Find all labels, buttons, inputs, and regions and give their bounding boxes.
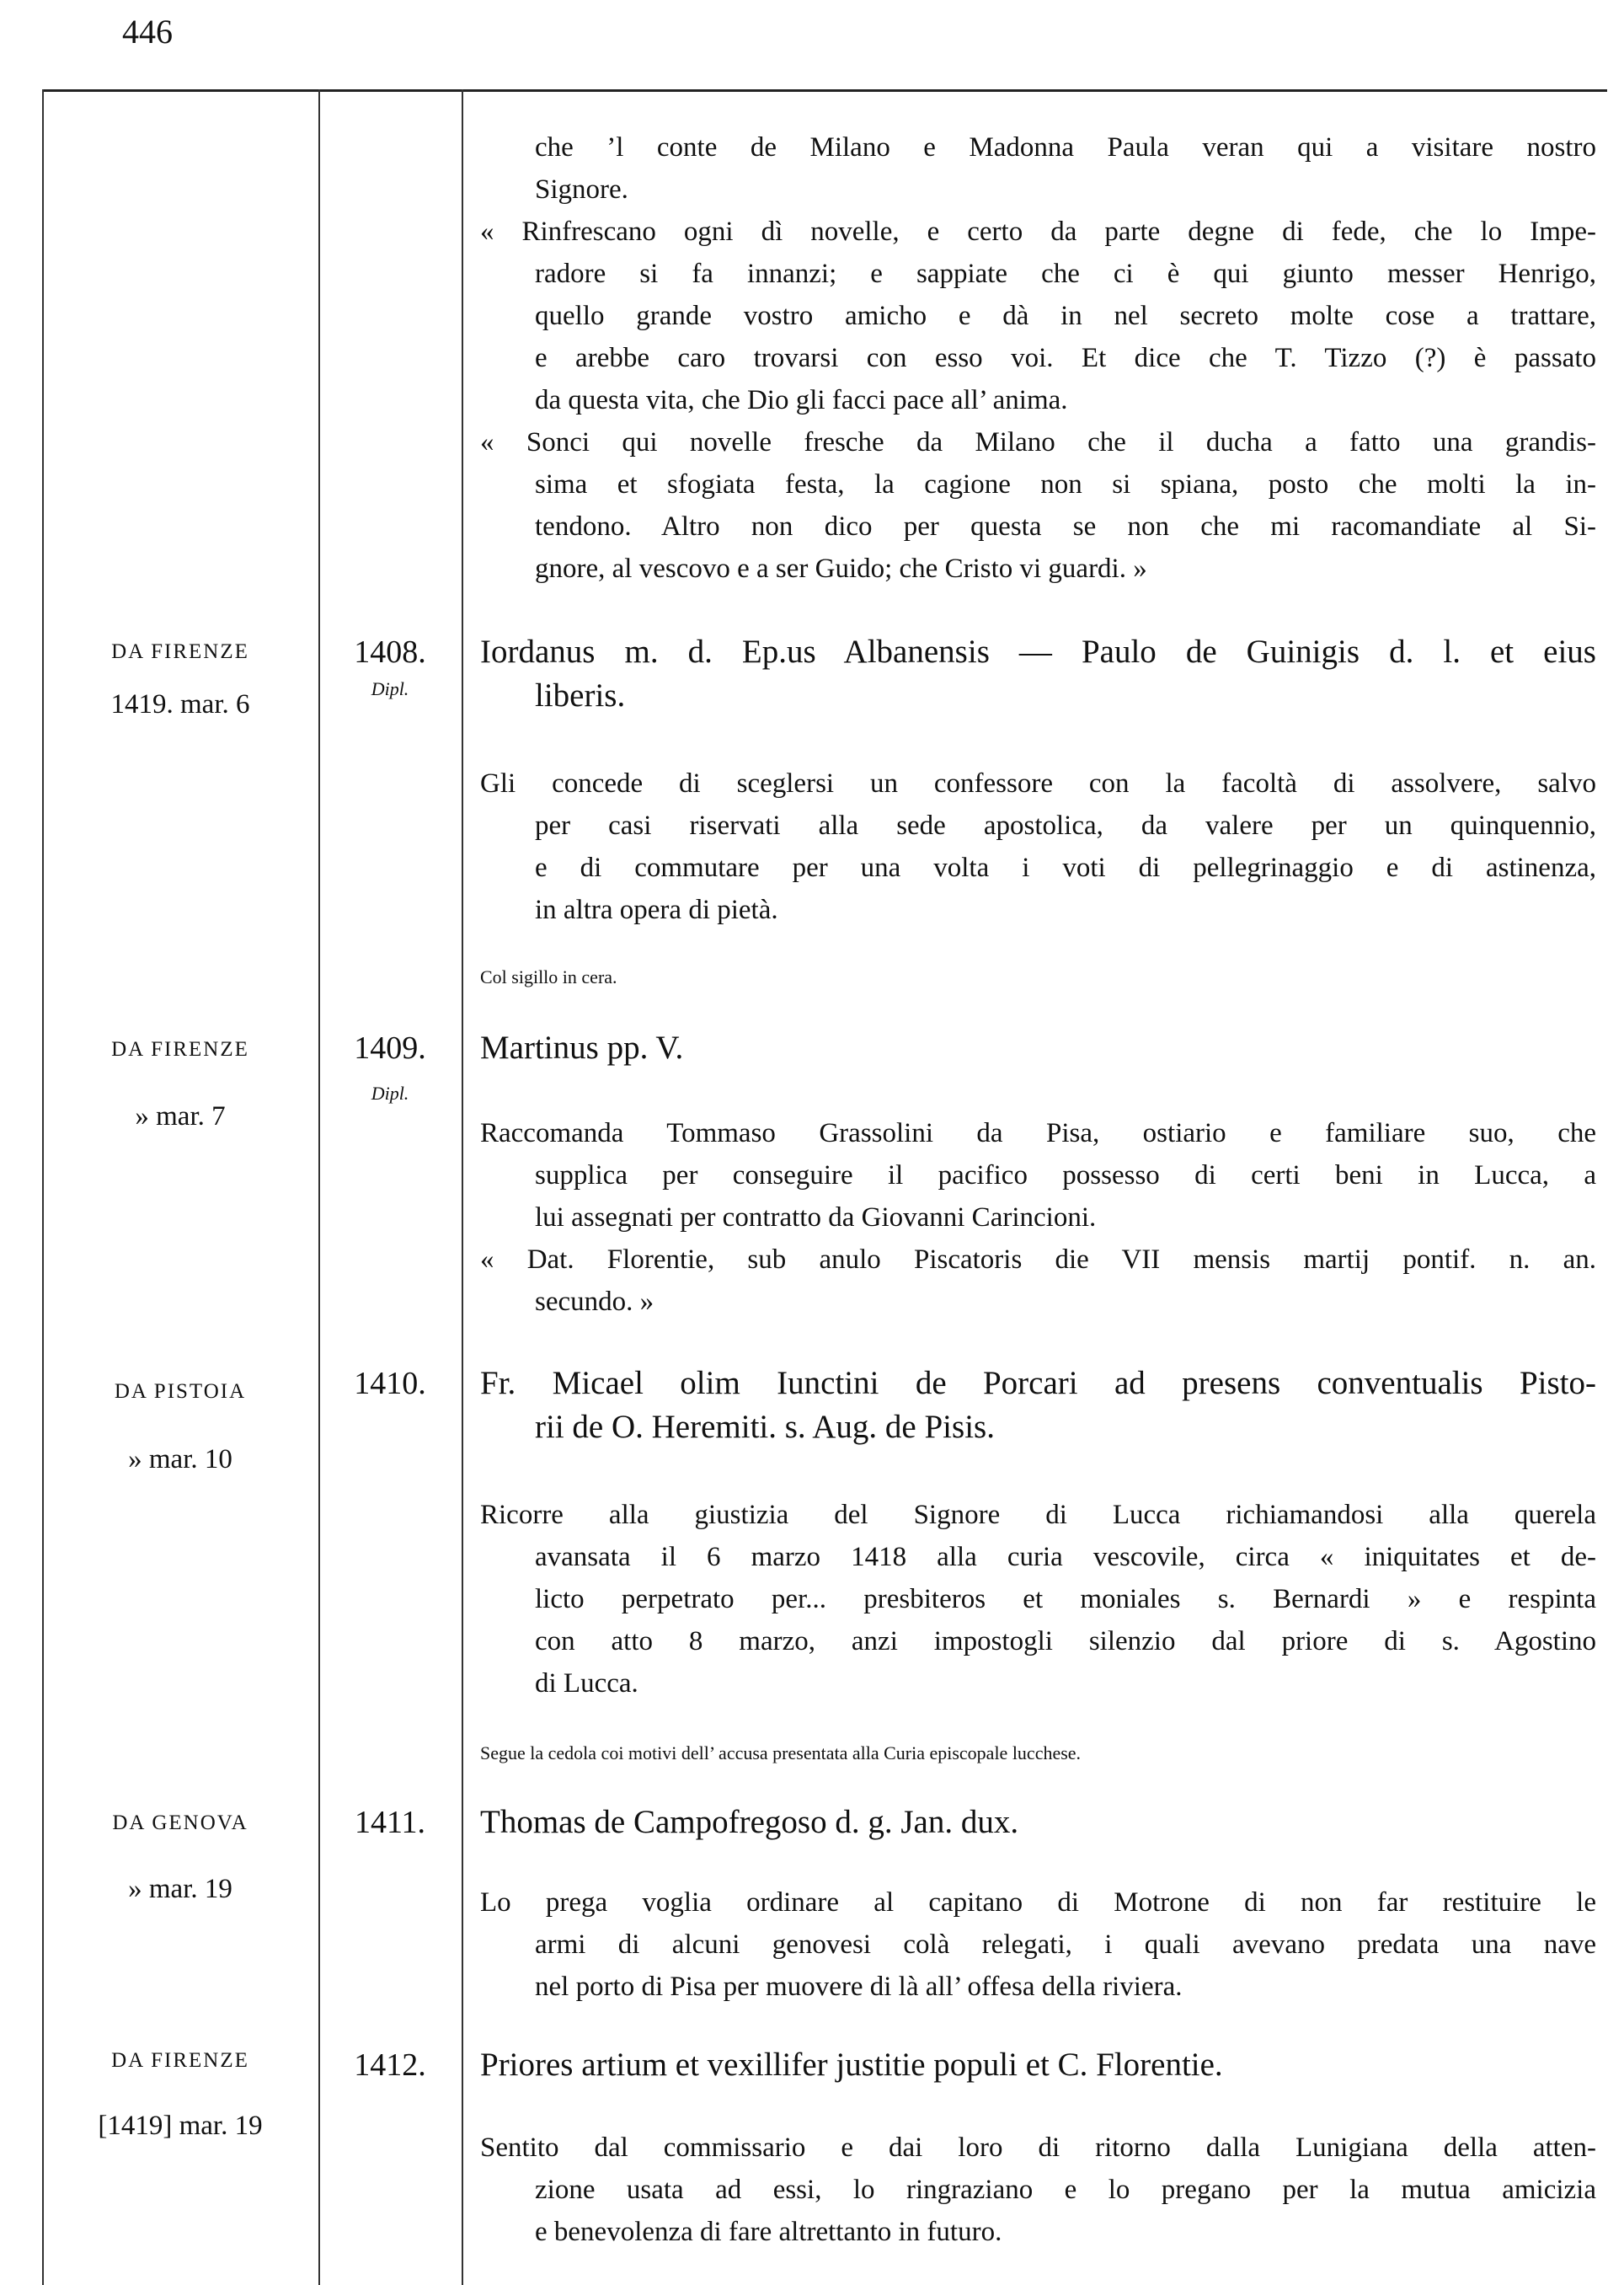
entry-number: 1412. xyxy=(354,2047,426,2083)
text-line: gnore, al vescovo e a ser Guido; che Cristo vi guardi. » xyxy=(535,554,1147,584)
entry-place: DA GENOVA xyxy=(112,1811,248,1834)
entry-number: 1411. xyxy=(354,1805,426,1840)
text-line: di Lucca. xyxy=(535,1668,638,1699)
text-line: e arebbe caro trovarsi con esso voi. Et dice che T. Tizzo (?) è passato xyxy=(535,343,1596,373)
entry-place: DA FIRENZE xyxy=(111,2049,249,2072)
entry-place: DA FIRENZE xyxy=(111,1038,249,1061)
text-line: « Dat. Florentie, sub anulo Piscatoris die VII mensis martij pontif. n. an. xyxy=(480,1244,1596,1275)
entry-heading xyxy=(480,2043,1596,2087)
text-line: e di commutare per una volta i voti di pellegrinaggio e di astinenza, xyxy=(535,853,1596,883)
entry-summary xyxy=(480,1112,1596,1239)
entry-date: » mar. 10 xyxy=(128,1444,232,1474)
text-line: armi di alcuni genovesi colà relegati, i quali avevano predata una nave xyxy=(535,1929,1596,1960)
column-divider-1 xyxy=(318,89,320,2285)
entry-heading xyxy=(480,1026,1596,1070)
entry-date: » mar. 7 xyxy=(135,1101,226,1132)
entry-summary xyxy=(480,1881,1596,2008)
text-line: Iordanus m. d. Ep.us Albanensis — Paulo de Guinigis d. l. et eius xyxy=(480,634,1596,670)
text-line: zione usata ad essi, lo ringraziano e lo pregano per la mutua amicizia xyxy=(535,2175,1596,2205)
entry-summary xyxy=(480,1494,1596,1704)
text-line: Lo prega voglia ordinare al capitano di Motrone di non far restituire le xyxy=(480,1887,1596,1918)
text-line: radore si fa innanzi; e sappiate che ci è qui giunto messer Henrigo, xyxy=(535,259,1596,289)
text-line: lui assegnati per contratto da Giovanni Carincioni. xyxy=(535,1202,1097,1233)
entry-number: 1409. xyxy=(354,1030,426,1066)
text-line: Gli concede di sceglersi un confessore con la facoltà di assolvere, salvo xyxy=(480,768,1596,799)
text-line: Ricorre alla giustizia del Signore di Lucca richiamandosi alla querela xyxy=(480,1500,1596,1530)
entry-heading xyxy=(480,630,1596,718)
entry-date: 1419. mar. 6 xyxy=(110,689,250,720)
continuation-text xyxy=(480,126,1596,590)
text-line: in altra opera di pietà. xyxy=(535,895,778,925)
entry-date: [1419] mar. 19 xyxy=(98,2111,263,2141)
text-line: per casi riservati alla sede apostolica, da valere per un quinquennio, xyxy=(535,811,1596,841)
text-line: liberis. xyxy=(535,677,626,714)
text-line: secundo. » xyxy=(535,1287,654,1317)
text-line: Signore. xyxy=(535,174,628,205)
text-line: rii de O. Heremiti. s. Aug. de Pisis. xyxy=(535,1409,995,1445)
text-line: e benevolenza di fare altrettanto in futuro. xyxy=(535,2217,1002,2247)
text-line: che ’l conte de Milano e Madonna Paula veran qui a visitare nostro xyxy=(535,132,1596,163)
text-line: « Sonci qui novelle fresche da Milano che il ducha a fatto una grandis- xyxy=(480,427,1596,458)
text-line: Thomas de Campofregoso d. g. Jan. dux. xyxy=(480,1804,1019,1840)
page-number: 446 xyxy=(122,13,173,51)
column-divider-2 xyxy=(462,89,463,2285)
text-line: quello grande vostro amicho e dà in nel secreto molte cose a trattare, xyxy=(535,301,1596,331)
text-line: avansata il 6 marzo 1418 alla curia vescovile, circa « iniquitates et de- xyxy=(535,1542,1596,1572)
entry-note: Col sigillo in cera. xyxy=(480,966,617,987)
entry-place: DA FIRENZE xyxy=(111,640,249,663)
entry-place: DA PISTOIA xyxy=(114,1380,247,1403)
text-line: sima et sfogiata festa, la cagione non si spiana, posto che molti la in- xyxy=(535,469,1596,500)
text-line: licto perpetrato per... presbiteros et moniales s. Bernardi » e respinta xyxy=(535,1584,1596,1614)
entry-date: » mar. 19 xyxy=(128,1874,232,1904)
text-line: tendono. Altro non dico per questa se non che mi racomandiate al Si- xyxy=(535,511,1596,542)
entry-summary xyxy=(480,2127,1596,2253)
text-line: supplica per conseguire il pacifico possesso di certi beni in Lucca, a xyxy=(535,1160,1596,1191)
text-line: con atto 8 marzo, anzi impostogli silenzio dal priore di s. Agostino xyxy=(535,1626,1596,1656)
entry-summary xyxy=(480,763,1596,931)
entry-heading xyxy=(480,1801,1596,1844)
entry-summary xyxy=(480,1239,1596,1323)
text-line: Fr. Micael olim Iunctini de Porcari ad presens conventualis Pisto- xyxy=(480,1365,1596,1401)
entry-note: Segue la cedola coi motivi dell’ accusa presentata alla Curia episcopale lucchese. xyxy=(480,1742,1082,1763)
entry-number: 1408. xyxy=(354,634,426,670)
header-rule xyxy=(42,89,1607,92)
entry-type: Dipl. xyxy=(371,1083,409,1104)
text-line: Martinus pp. V. xyxy=(480,1030,684,1066)
text-line: Sentito dal commissario e dai loro di ritorno dalla Lunigiana della atten- xyxy=(480,2132,1596,2163)
text-line: da questa vita, che Dio gli facci pace all’ anima. xyxy=(535,385,1068,415)
text-line: « Rinfrescano ogni dì novelle, e certo da parte degne di fede, che lo Impe- xyxy=(480,217,1596,247)
entry-type: Dipl. xyxy=(371,678,409,699)
text-line: nel porto di Pisa per muovere di là all’ offesa della riviera. xyxy=(535,1972,1183,2002)
text-line: Priores artium et vexillifer justitie populi et C. Florentie. xyxy=(480,2047,1223,2083)
text-line: Raccomanda Tommaso Grassolini da Pisa, ostiario e familiare suo, che xyxy=(480,1118,1596,1148)
entry-heading xyxy=(480,1362,1596,1449)
column-border-left xyxy=(42,89,44,2285)
entry-number: 1410. xyxy=(354,1366,426,1401)
